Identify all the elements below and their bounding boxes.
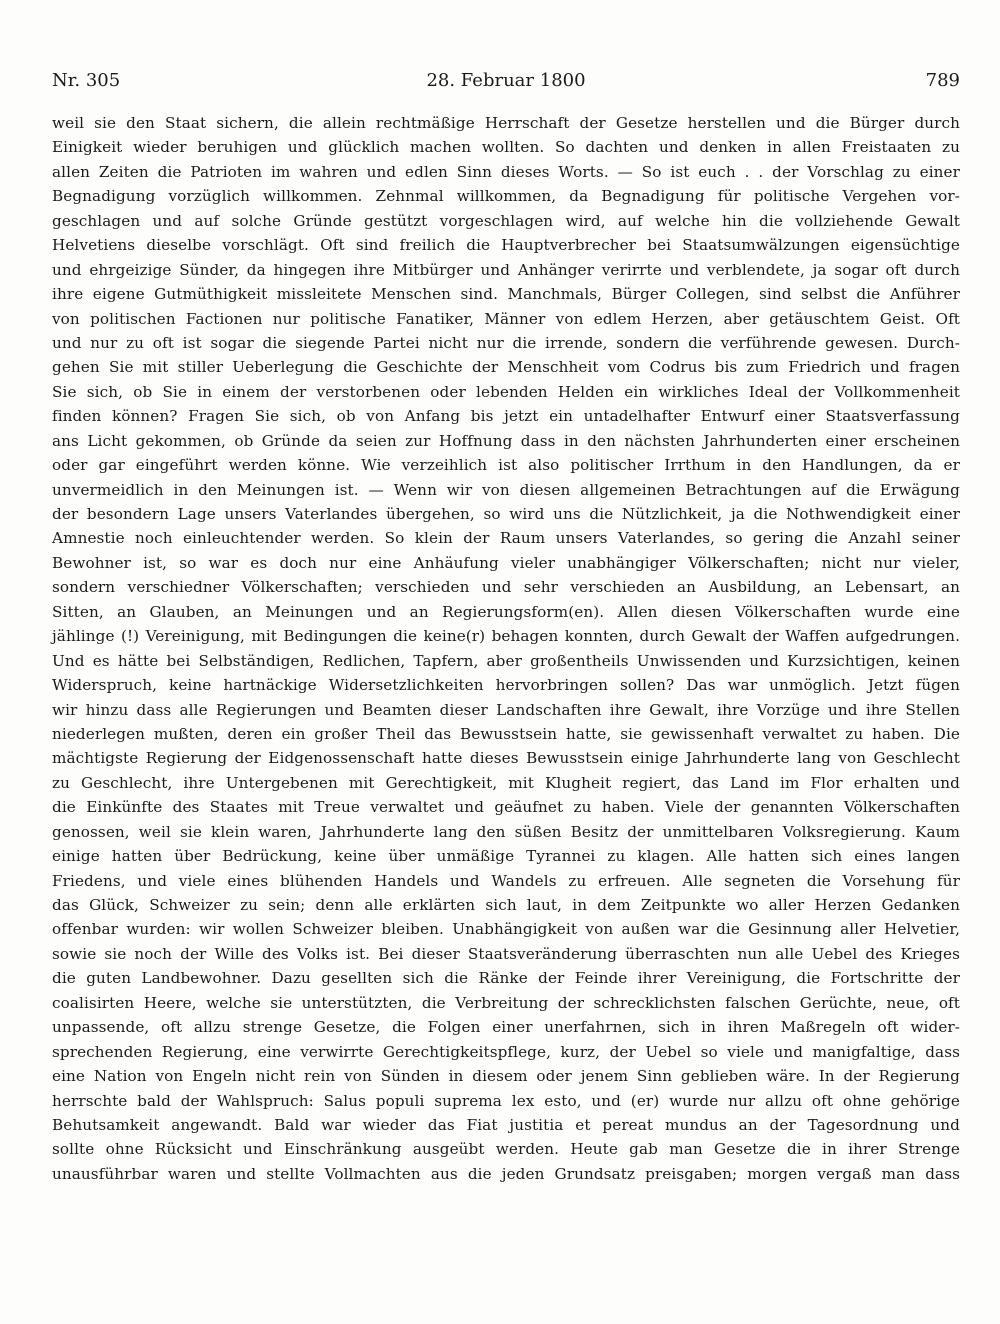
text-line: die guten Landbewohner. Dazu gesellten sich die Ränke der Feinde ihrer Vereinigung, die Fortschritte der — [52, 969, 960, 988]
text-line: offenbar wurden: wir wollen Schweizer bleiben. Unabhängigkeit von außen war die Gesinnung aller Helvetier, — [52, 920, 960, 939]
text-line: oder gar eingeführt werden könne. Wie verzeihlich ist also politischer Irrthum in den Handlungen, da er — [52, 456, 960, 475]
text-line: die Einkünfte des Staates mit Treue verwaltet und geäufnet zu haben. Viele der genannten Völkerschaften — [52, 798, 960, 817]
text-line: Sie sich, ob Sie in einem der verstorbenen oder lebenden Helden ein wirkliches Ideal der Vollkommenheit — [52, 382, 960, 401]
text-line: sprechenden Regierung, eine verwirrte Gerechtigkeitspflege, kurz, der Uebel so viele und manigfaltige, dass — [52, 1042, 960, 1061]
text-line: coalisirten Heere, welche sie unterstützten, die Verbreitung der schrecklichsten falschen Gerüchte, neue, oft — [52, 993, 960, 1012]
text-line: sondern verschiedner Völkerschaften; verschieden und sehr verschieden an Ausbildung, an Lebensart, an — [52, 578, 960, 597]
text-line: Und es hätte bei Selbständigen, Redlichen, Tapfern, aber großentheils Unwissenden und Kurzsichtigen, keinen — [52, 651, 960, 670]
text-line: Amnestie noch einleuchtender werden. So klein der Raum unsers Vaterlandes, so gering die Anzahl seiner — [52, 529, 960, 548]
text-line: unpassende, oft allzu strenge Gesetze, die Folgen einer unerfahrnen, sich in ihren Maßregeln oft wider- — [52, 1018, 960, 1037]
text-line: herrschte bald der Wahlspruch: Salus populi suprema lex esto, und (er) wurde nur allzu oft ohne gehörige — [52, 1091, 960, 1110]
text-line: Friedens, und viele eines blühenden Handels und Wandels zu erfreuen. Alle segneten die Vorsehung für — [52, 871, 960, 890]
text-line: jählinge (!) Vereinigung, mit Bedingungen die keine(r) behagen konnten, durch Gewalt der Waffen aufgedrungen. — [52, 627, 960, 646]
text-line: einige hatten über Bedrückung, keine über unmäßige Tyrannei zu klagen. Alle hatten sich eines langen — [52, 847, 960, 866]
text-line: Helvetiens dieselbe vorschlägt. Oft sind freilich die Hauptverbrecher bei Staatsumwälzungen eigensüchtige — [52, 236, 960, 255]
page-number: 789 — [925, 70, 960, 91]
text-line: mächtigste Regierung der Eidgenossenschaft hatte dieses Bewusstsein einige Jahrhunderte lang von Geschlecht — [52, 749, 960, 768]
text-line: der besondern Lage unsers Vaterlandes übergehen, so wird uns die Nützlichkeit, ja die Nothwendigkeit einer — [52, 505, 960, 523]
body-text — [52, 111, 960, 1186]
text-line: geschlagen und auf solche Gründe gestützt vorgeschlagen wird, auf welche hin die vollziehende Gewalt — [52, 211, 960, 230]
text-line: Behutsamkeit angewandt. Bald war wieder das Fiat justitia et pereat mundus an der Tagesordnung und — [52, 1115, 960, 1134]
text-line: gehen Sie mit stiller Ueberlegung die Geschichte der Menschheit vom Codrus bis zum Friedrich und fragen — [52, 358, 960, 377]
text-line: allen Zeiten die Patrioten im wahren und edlen Sinn dieses Worts. — So ist euch . . der Vorschlag zu einer — [52, 162, 960, 181]
text-line: genossen, weil sie klein waren, Jahrhunderte lang den süßen Besitz der unmittelbaren Volksregierung. Kaum — [52, 822, 960, 841]
text-line: unvermeidlich in den Meinungen ist. — Wenn wir von diesen allgemeinen Betrachtungen auf die Erwägung — [52, 480, 960, 499]
text-line: das Glück, Schweizer zu sein; denn alle erklärten sich laut, in dem Zeitpunkte wo aller Herzen Gedanken — [52, 896, 960, 914]
text-line: finden können? Fragen Sie sich, ob von Anfang bis jetzt ein untadelhafter Entwurf einer Staatsverfassung — [52, 407, 960, 426]
text-line: und ehrgeizige Sünder, da hingegen ihre Mitbürger und Anhänger verirrte und verblendete, ja sogar oft durch — [52, 260, 960, 279]
text-line: sowie sie noch der Wille des Volks ist. Bei dieser Staatsveränderung überraschten nun alle Uebel des Krieges — [52, 944, 960, 963]
text-line: unausführbar waren und stellte Vollmachten aus die jeden Grundsatz preisgaben; morgen vergaß man dass — [52, 1164, 960, 1183]
text-line: von politischen Factionen nur politische Fanatiker, Männer von edlem Herzen, aber getäuschtem Geist. Oft — [52, 309, 960, 328]
page-header — [52, 70, 960, 94]
text-line: wir hinzu dass alle Regierungen und Beamten dieser Landschaften ihre Gewalt, ihre Vorzüge und ihre Stellen — [52, 700, 960, 719]
text-line: niederlegen mußten, deren ein großer Theil das Bewusstsein hatte, sie gewissenhaft verwaltet zu haben. Die — [52, 724, 960, 743]
text-line: weil sie den Staat sichern, die allein rechtmäßige Herrschaft der Gesetze herstellen und die Bürger durch — [52, 114, 960, 132]
text-line: Einigkeit wieder beruhigen und glücklich machen wollten. So dachten und denken in allen Freistaaten zu — [52, 138, 960, 157]
page-date: 28. Februar 1800 — [426, 70, 586, 91]
text-line: und nur zu oft ist sogar die siegende Partei nicht nur die irrende, sondern die verführende gewesen. Durch- — [52, 333, 960, 352]
text-line: zu Geschlecht, ihre Untergebenen mit Gerechtigkeit, mit Klugheit regiert, das Land im Flor erhalten und — [52, 773, 960, 792]
text-line: sollte ohne Rücksicht und Einschränkung ausgeübt werden. Heute gab man Gesetze die in ihrer Strenge — [52, 1140, 960, 1159]
text-line: Bewohner ist, so war es doch nur eine Anhäufung vieler unabhängiger Völkerschaften; nicht nur vieler, — [52, 553, 960, 572]
text-line: Sitten, an Glauben, an Meinungen und an Regierungsform(en). Allen diesen Völkerschaften wurde eine — [52, 602, 960, 621]
document-number: Nr. 305 — [52, 70, 121, 91]
text-line: eine Nation von Engeln nicht rein von Sünden in diesem oder jenem Sinn geblieben wäre. In der Regierung — [52, 1067, 960, 1086]
text-line: ans Licht gekommen, ob Gründe da seien zur Hoffnung dass in den nächsten Jahrhunderten einer erscheinen — [52, 431, 960, 450]
text-line: Begnadigung vorzüglich willkommen. Zehnmal willkommen, da Begnadigung für politische Vergehen vor- — [52, 187, 960, 206]
text-line: ihre eigene Gutmüthigkeit missleitete Menschen sind. Manchmals, Bürger Collegen, sind selbst die Anführer — [52, 285, 960, 304]
text-line: Widerspruch, keine hartnäckige Widersetzlichkeiten hervorbringen sollen? Das war unmöglich. Jetzt fügen — [52, 676, 960, 695]
